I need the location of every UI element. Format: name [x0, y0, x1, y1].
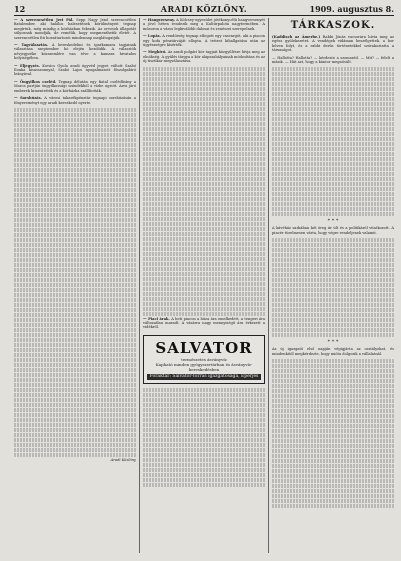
news-text: Sepp Nagy Jenő szerencsétlen fiatalember, aki halálos balesetének körülményeit tegnap megírtuk, még mindig a kórházban fekszik. Az orvosok állapotát súlyosnak mondják, de remélik, hogy megmenthetik életét. A szerencsétlen fiú hozzátartozói mindennap meglátogatják.	[14, 18, 136, 40]
story-text: — Hallotta? Hallotta? — kérdezte a szomszéd. — Mit? — felelt a másik. — Hát azt, hogy a kántor megnősült.	[272, 55, 394, 65]
ad-brand: SALVATOR	[155, 338, 253, 357]
column-closing: Aradi Közlöny	[110, 457, 136, 462]
newspaper-title: ARADI KÖZLÖNY.	[160, 4, 248, 14]
section-title: TÁRKASZOK.	[290, 20, 376, 31]
news-item	[143, 34, 265, 47]
news-text: A kereskedelmi és iparkamara tagjainak választása szeptember hó elején kezdődik. A választók névjegyzéke közszemlére van téve a kamara hivatalos helyiségében.	[14, 43, 136, 61]
news-item	[143, 50, 265, 63]
news-item	[14, 18, 136, 40]
issue-date: 1909. augusztus 8.	[309, 4, 394, 14]
header-rule	[14, 15, 394, 16]
story-text: Az új igazgató első napján végigjárta az osztályokat, és mindenkitől megkérdezte, hogy mióta dolgozik a vállalatnál.	[272, 347, 394, 356]
news-item	[14, 64, 136, 77]
column-divider	[268, 18, 269, 553]
story-item	[272, 35, 394, 53]
column-divider	[139, 18, 140, 553]
story-item	[272, 347, 394, 356]
news-text: Kovács Gyula aradi ügyvéd jegyet váltott Szabó Ilonka kisasszonnyal, Szabó Lajos nyugalmazott főszolgabíró leányával.	[14, 63, 136, 77]
dense-text-body	[272, 67, 394, 216]
salvator-advertisement	[143, 335, 265, 384]
news-text: A heti piacon a búza ára emelkedett, a tengeri ára változatlan maradt. A vásárra nagy mennyiségű áru érkezett a vidékről.	[143, 316, 265, 330]
page-number: 12	[14, 4, 26, 14]
news-heading: — Hangverseny.	[143, 18, 175, 22]
dense-text-body	[272, 238, 394, 337]
column-1	[14, 18, 136, 553]
story-separator: * * *	[327, 339, 339, 346]
story-item	[272, 226, 394, 235]
news-item	[143, 18, 265, 31]
dense-text-body	[143, 67, 265, 316]
news-heading: — Eljegyzés.	[14, 63, 40, 68]
column-3	[272, 18, 394, 553]
news-heading: — Meghívó.	[143, 50, 167, 55]
story-text: A kávéház sarkában két öreg úr ült és a politikáról vitatkozott. A pincér türelmesen várta, hogy végre rendeljenek valamit.	[272, 226, 394, 235]
news-item	[14, 96, 136, 105]
news-item	[14, 80, 136, 93]
news-heading: — Öngyilkos cseléd.	[14, 79, 57, 84]
story-text: Rabbi Jónás vacsorára hívta meg az egész gyülekezetet. A vendégek vidáman beszélgettek, a bor bőven folyt, és a rabbi derűs történetekkel szórakoztatta a társaságot.	[272, 35, 394, 53]
ad-line: természetes ásványvíz	[181, 356, 227, 362]
dense-text-body	[272, 359, 394, 508]
story-item	[272, 56, 394, 65]
news-heading: — Sorshúzás.	[14, 96, 42, 101]
news-text: Az aradi polgári kör tagjait közgyűlésre hívja meg az elnökség. A gyűlés tárgya a kör alapszabályainak módosítása és az új tisztikar megválasztása.	[143, 50, 265, 64]
news-heading: — Lopás.	[143, 34, 161, 39]
news-heading: — A szerencsétlen Jeri Pál.	[14, 18, 74, 22]
news-text: A rendőrség tegnap elfogott egy csavargót, aki a piacon egy kofa pénztárcáját ellopta. A tettest kihallgatása után az ügyészségre kísérték.	[143, 34, 265, 48]
ad-footer: Főraktár: Salvator-forrás igazgatósága, Eperjes	[147, 374, 261, 380]
ad-line: Kapható minden gyógyszertárban és ásványvíz-kereskedésben	[155, 361, 253, 372]
news-heading: — Tagválasztás.	[14, 43, 49, 48]
column-2	[143, 18, 265, 553]
story-heading: (Kaddisch az Ámerbe.)	[272, 35, 321, 39]
dense-text-body	[14, 108, 136, 457]
dense-text-body	[143, 388, 265, 487]
news-item	[143, 317, 265, 330]
news-text: A városi takarékpénztár tegnapi sorshúzásán a főnyereményt egy aradi kereskedő nyerte.	[14, 96, 136, 105]
story-separator: * * *	[327, 218, 339, 225]
news-text: Tegnap délután egy fiatal cselédleány a Maros partján öngyilkossági szándékból a vízbe ugrott. Arra járó emberek kimentették és a kórházba szállították.	[14, 79, 136, 93]
news-text: A Kölcsey-egyesület jótékonycélú hangversenyét a jövő héten rendezik meg a Kultúrpalota nagytermében. A műsoron a város legkiválóbb dalosai és zenészei szerepelnek.	[143, 18, 265, 31]
news-item	[14, 43, 136, 61]
news-heading: — Piaci árak.	[143, 316, 170, 321]
